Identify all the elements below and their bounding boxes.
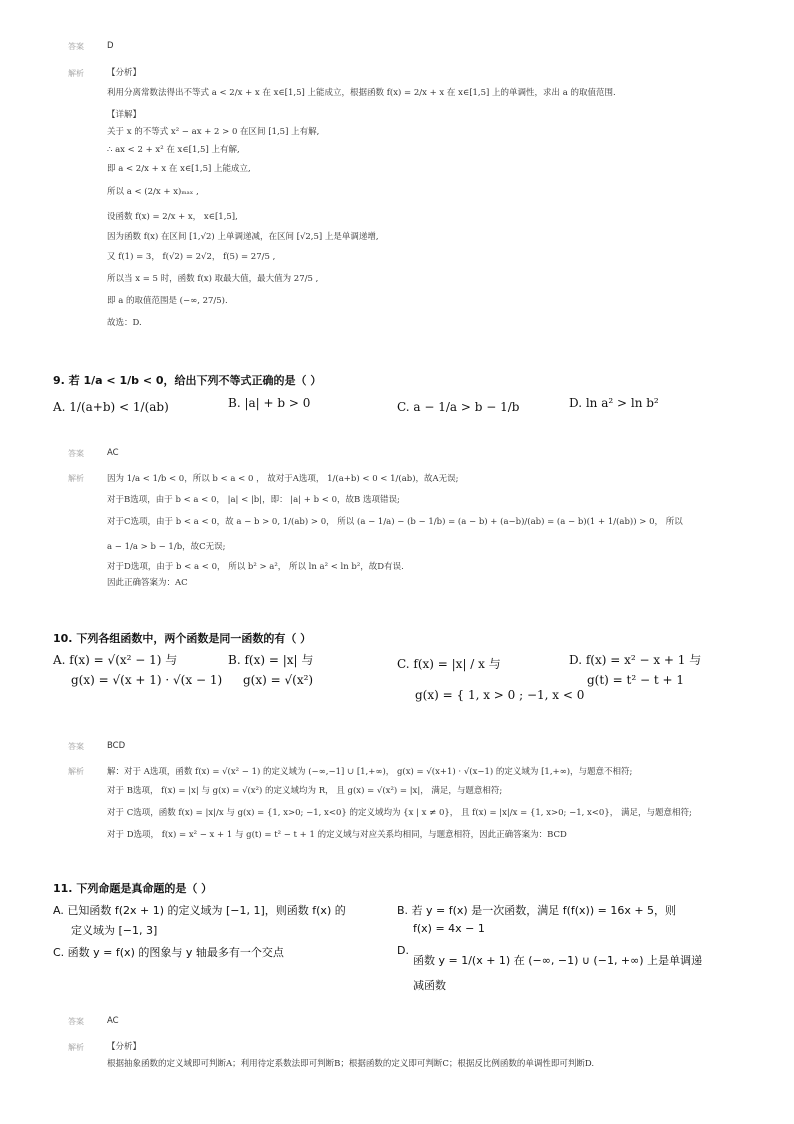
q10-answer: BCD (107, 741, 126, 751)
q8-line-7: 设函数 f(x) = 2/x + x， x∈[1,5], (107, 212, 238, 222)
q11-option-b-line2: f(x) = 4x − 1 (413, 922, 485, 935)
q11-option-d-line2: 减函数 (413, 979, 446, 992)
answer-label: 答案 (68, 742, 84, 751)
q10-line-1: 对于 B选项， f(x) = |x| 与 g(x) = √(x²) 的定义域均为 R， 且 g(x) = √(x²) = |x|， 满足，与题意相符; (107, 786, 503, 796)
q10-option-b-line1: B. f(x) = |x| 与 (228, 653, 314, 667)
q11-option-d-tag: D. (397, 944, 409, 957)
q11-option-b-line1: B. 若 y = f(x) 是一次函数，满足 f(f(x)) = 16x + 5，则 (397, 904, 677, 917)
q8-line-11: 即 a 的取值范围是 (−∞, 27/5). (107, 296, 228, 306)
analysis-label: 解析 (68, 69, 84, 78)
analysis-label: 解析 (68, 767, 84, 776)
q9-line-2: 对于C选项，由于 b < a < 0，故 a − b > 0, 1/(ab) > 0， 所以 (a − 1/a) − (b − 1/b) = (a − b) + (a−b)/(ab) = (a − b)(1 + 1/(ab)) > 0， 所以 (107, 517, 683, 527)
q9-answer: AC (107, 448, 119, 458)
q10-option-c-line2: g(x) = { 1, x > 0 ; −1, x < 0 (415, 688, 585, 702)
q8-line-0: 【分析】 (107, 68, 142, 78)
q10-option-b-line2: g(x) = √(x²) (243, 673, 314, 687)
q11-line-0: 【分析】 (107, 1042, 142, 1052)
q8-line-1: 利用分离常数法得出不等式 a < 2/x + x 在 x∈[1,5] 上能成立，根据函数 f(x) = 2/x + x 在 x∈[1,5] 上的单调性，求出 a 的取值范围. (107, 88, 616, 98)
q10-line-3: 对于 D选项， f(x) = x² − x + 1 与 g(t) = t² − t + 1 的定义域与对应关系均相同，与题意相符，因此正确答案为：BCD (107, 830, 567, 840)
q10-option-c-line1: C. f(x) = |x| / x 与 (397, 657, 501, 671)
q8-line-8: 因为函数 f(x) 在区间 [1,√2) 上单调递减，在区间 [√2,5] 上是单调递增, (107, 232, 379, 242)
q10-stem: 10. 下列各组函数中，两个函数是同一函数的有（ ） (53, 632, 312, 645)
q9-line-5: 因此正确答案为：AC (107, 578, 188, 588)
q8-line-9: 又 f(1) = 3， f(√2) = 2√2， f(5) = 27/5 , (107, 252, 276, 262)
q11-option-a-line2: 定义域为 [−1, 3] (71, 924, 158, 937)
q11-option-d-line1: 函数 y = 1/(x + 1) 在 (−∞, −1) ∪ (−1, +∞) 上是单调递 (413, 954, 703, 967)
q9-line-0: 因为 1/a < 1/b < 0，所以 b < a < 0 ， 故对于A选项， 1/(a+b) < 0 < 1/(ab)，故A无误; (107, 474, 459, 484)
q11-line-1: 根据抽象函数的定义域即可判断A；利用待定系数法即可判断B；根据函数的定义即可判断C；根据反比例函数的单调性即可判断D. (107, 1059, 595, 1069)
q10-option-a-line2: g(x) = √(x + 1) · √(x − 1) (71, 673, 223, 687)
q9-option-a: A. 1/(a+b) < 1/(ab) (53, 400, 169, 414)
answer-label: 答案 (68, 42, 84, 51)
q11-option-c: C. 函数 y = f(x) 的图象与 y 轴最多有一个交点 (53, 946, 284, 959)
q10-option-d-line1: D. f(x) = x² − x + 1 与 (569, 653, 702, 667)
q9-option-b: B. |a| + b > 0 (228, 396, 311, 410)
q11-stem: 11. 下列命题是真命题的是（ ） (53, 882, 213, 895)
q10-line-0: 解：对于 A选项，函数 f(x) = √(x² − 1) 的定义域为 (−∞,−1] ∪ [1,+∞)， g(x) = √(x+1) · √(x−1) 的定义域为 [1,+∞)，与题意不相符; (107, 767, 633, 777)
q8-line-6: 所以 a < (2/x + x)ₘₐₓ , (107, 187, 199, 197)
q9-option-d: D. ln a² > ln b² (569, 396, 659, 410)
answer-label: 答案 (68, 449, 84, 458)
q10-option-a-line1: A. f(x) = √(x² − 1) 与 (53, 653, 178, 667)
q9-option-c: C. a − 1/a > b − 1/b (397, 400, 520, 414)
q8-line-3: 关于 x 的不等式 x² − ax + 2 > 0 在区间 [1,5] 上有解, (107, 127, 320, 137)
q8-line-4: ∴ ax < 2 + x² 在 x∈[1,5] 上有解, (107, 145, 240, 155)
analysis-label: 解析 (68, 1043, 84, 1052)
q11-answer: AC (107, 1016, 119, 1026)
q8-line-5: 即 a < 2/x + x 在 x∈[1,5] 上能成立, (107, 164, 251, 174)
q8-line-2: 【详解】 (107, 110, 142, 120)
q9-line-1: 对于B选项，由于 b < a < 0， |a| < |b|，即： |a| + b < 0，故B 选项错误; (107, 495, 400, 505)
q9-stem: 9. 若 1/a < 1/b < 0，给出下列不等式正确的是（ ） (53, 374, 322, 387)
q10-line-2: 对于 C选项，函数 f(x) = |x|/x 与 g(x) = {1, x>0; −1, x<0} 的定义域均为 {x | x ≠ 0}， 且 f(x) = |x|/x = {1, x>0; −1, x<0}， 满足，与题意相符; (107, 808, 692, 818)
q10-option-d-line2: g(t) = t² − t + 1 (587, 673, 685, 687)
analysis-label: 解析 (68, 474, 84, 483)
q11-option-a-line1: A. 已知函数 f(2x + 1) 的定义域为 [−1, 1]，则函数 f(x) 的 (53, 904, 346, 917)
q9-line-4: 对于D选项，由于 b < a < 0， 所以 b² > a²， 所以 ln a² < ln b²，故D有误. (107, 562, 404, 572)
answer-label: 答案 (68, 1017, 84, 1026)
q8-line-12: 故选：D. (107, 318, 142, 328)
q8-line-10: 所以当 x = 5 时，函数 f(x) 取最大值，最大值为 27/5 , (107, 274, 319, 284)
q8-answer: D (107, 41, 114, 51)
q9-line-3: a − 1/a > b − 1/b，故C无误; (107, 542, 226, 552)
